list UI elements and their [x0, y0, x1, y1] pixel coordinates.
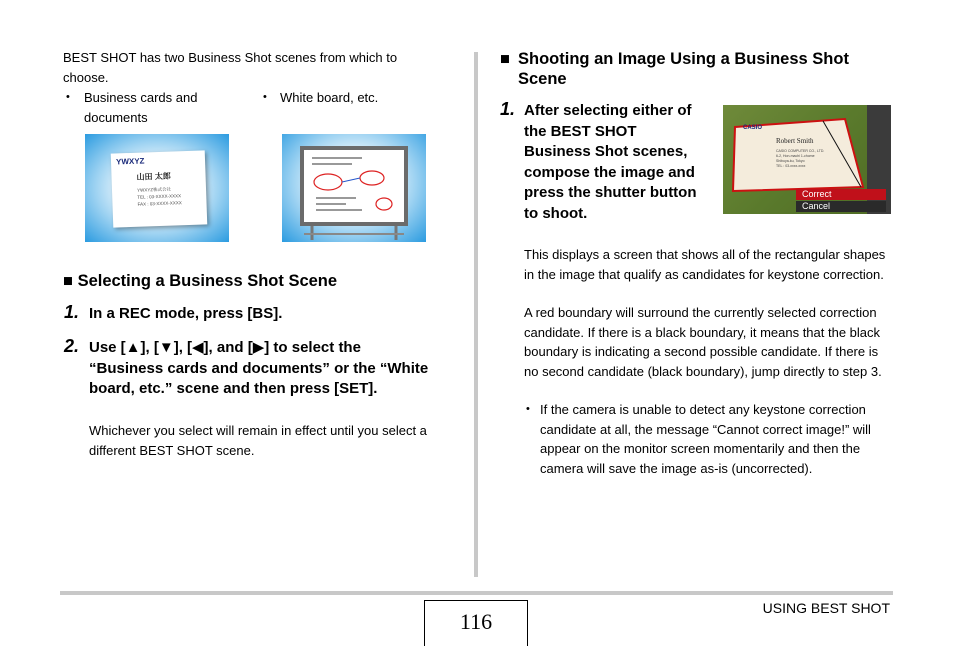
- step-note: Whichever you select will remain in effect until you select a different BEST SHOT scene.: [89, 423, 427, 458]
- card-line: YWXYZ株式会社: [136, 186, 172, 193]
- step-text: Use [▲], [▼], [◀], and [▶] to select the “Business cards and documents” or the “White board, etc.” scene and then press [SET].: [89, 339, 429, 397]
- business-card-image: [85, 134, 229, 242]
- white-board-image: [282, 134, 426, 242]
- step-number: 1.: [64, 302, 80, 322]
- footer-section-label: USING BEST SHOT: [762, 600, 890, 616]
- card-line: TEL : 03-xxxx-xxxx: [776, 164, 806, 168]
- card-name: Robert Smith: [776, 137, 814, 145]
- section-title-selecting: [63, 271, 463, 291]
- card-name: 山田 太郎: [136, 171, 171, 182]
- column-divider: [474, 52, 478, 577]
- step-number: 1.: [500, 99, 516, 119]
- card-line: CASIO COMPUTER CO., LTD.: [776, 149, 825, 153]
- square-bullet-icon: ■: [500, 50, 510, 68]
- card-line: 6-2, Hon-machi 1-chome: [776, 154, 815, 158]
- step-text: After selecting either of the BEST SHOT Business Shot scenes, compose the image and press the shutter button to shoot.: [524, 102, 697, 222]
- section-title-text: Selecting a Business Shot Scene: [77, 272, 338, 290]
- bullet-dot-icon: •: [66, 91, 70, 103]
- bullet-dot-icon: •: [263, 91, 267, 103]
- menu-cancel[interactable]: Cancel: [796, 201, 886, 212]
- card-company: YWXYZ: [115, 156, 145, 167]
- paragraph: A red boundary will surround the currently selected correction candidate. If there is a black boundary, it means that the black boundary is indicating a second possible candidate. If there is no second candidate (black boundary), jump directly to step 3.: [524, 305, 882, 379]
- section-title-text: Shooting an Image Using a Business Shot Scene: [518, 50, 849, 88]
- step-number: 2.: [64, 336, 80, 356]
- camera-screen-image: [723, 105, 891, 214]
- intro-text: BEST SHOT has two Business Shot scenes from which to choose.: [63, 50, 398, 85]
- bullet-text: Business cards and documents: [84, 90, 198, 125]
- bullet-text: White board, etc.: [280, 90, 379, 105]
- bullet-dot-icon: •: [526, 403, 530, 415]
- card-line: TEL : 03-XXXX-XXXX: [137, 193, 182, 200]
- footer-rule: [60, 591, 893, 595]
- bullet-text: If the camera is unable to detect any keystone correction candidate at all, the message “Cannot correct image!” will appear on the monitor screen momentarily and then the camera will save the image as-is (uncorrected).: [540, 402, 871, 476]
- square-bullet-icon: ■: [63, 272, 78, 290]
- step-text: In a REC mode, press [BS].: [89, 305, 283, 322]
- page-number-box: [424, 600, 528, 646]
- menu-correct[interactable]: Correct: [796, 189, 886, 200]
- card-line: Shibuya-ku, Tokyo: [776, 159, 805, 163]
- business-card: [111, 150, 208, 227]
- card-line: FAX : 03-XXXX-XXXX: [137, 200, 182, 207]
- white-board-drawing: [282, 134, 426, 242]
- card-logo: CASIO: [743, 125, 763, 131]
- page-number: 116: [459, 609, 493, 634]
- paragraph: This displays a screen that shows all of the rectangular shapes in the image that qualify as candidates for keystone correction.: [524, 247, 886, 282]
